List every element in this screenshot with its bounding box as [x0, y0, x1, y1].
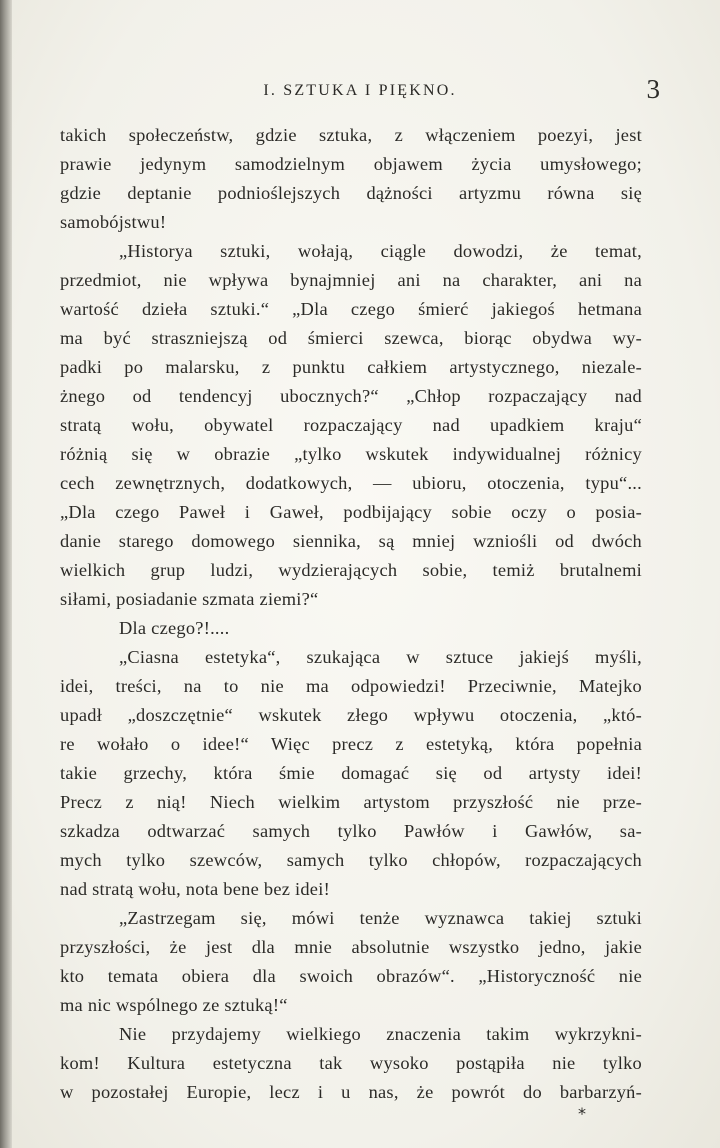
text-line: „Ciasna estetyka“, szukająca w sztuce jakiejś myśli, [119, 647, 642, 667]
text-line: „Dla czego Paweł i Gaweł, podbijający sobie oczy o posia- [60, 502, 642, 522]
text-line: takie grzechy, która śmie domagać się od artysty idei! [60, 763, 642, 783]
text-line: Nie przydajemy wielkiego znaczenia takim wykrzykni- [119, 1024, 642, 1044]
text-line: wielkich grup ludzi, wydzierających sobie, temiż brutalnemi [60, 560, 642, 580]
running-title: I. SZTUKA I PIĘKNO. [263, 82, 457, 99]
text-line: żnego od tendencyj ubocznych?“ „Chłop rozpaczający nad [60, 386, 642, 406]
binding-edge [0, 0, 12, 1148]
text-line: w pozostałej Europie, lecz i u nas, że powrót do barbarzyń- [60, 1082, 642, 1102]
text-line: takich społeczeństw, gdzie sztuka, z włączeniem poezyi, jest [60, 125, 642, 145]
text-line: danie starego domowego siennika, są mniej wzniośli od dwóch [60, 531, 642, 551]
page-header [60, 74, 660, 108]
text-line: re wołało o idee!“ Więc precz z estetyką, która popełnia [60, 734, 642, 754]
text-line: kto temata obiera dla swoich obrazów“. „Historyczność nie [60, 966, 642, 986]
text-line: „Zastrzegam się, mówi tenże wyznawca takiej sztuki [119, 908, 642, 928]
text-line: ma być straszniejszą od śmierci szewca, biorąc obydwa wy- [60, 328, 642, 348]
text-line: prawie jedynym samodzielnym objawem życia umysłowego; [60, 154, 642, 174]
text-line: padki po malarsku, z punktu całkiem artystycznego, niezale- [60, 357, 642, 377]
text-line: przedmiot, nie wpływa bynajmniej ani na charakter, ani na [60, 270, 642, 290]
body-text [60, 121, 642, 1107]
text-line: szkadza odtwarzać samych tylko Pawłów i Gawłów, sa- [60, 821, 642, 841]
text-line: ma nic wspólnego ze sztuką!“ [60, 995, 288, 1015]
text-line: różnią się w obrazie „tylko wskutek indywidualnej różnicy [60, 444, 642, 464]
text-line: siłami, posiadanie szmata ziemi?“ [60, 589, 319, 609]
text-line: nad stratą wołu, nota bene bez idei! [60, 879, 330, 899]
text-line: Dla czego?!.... [119, 618, 230, 638]
text-line: stratą wołu, obywatel rozpaczający nad upadkiem kraju“ [60, 415, 642, 435]
catchword: * [578, 1104, 586, 1123]
text-line: mych tylko szewców, samych tylko chłopów, rozpaczających [60, 850, 642, 870]
page-number: 3 [646, 74, 660, 104]
text-line: gdzie deptanie podnioślejszych dążności artyzmu równa się [60, 183, 642, 203]
text-line: upadł „doszczętnie“ wskutek złego wpływu otoczenia, „któ- [60, 705, 642, 725]
text-line: cech zewnętrznych, dodatkowych, — ubioru, otoczenia, typu“... [60, 473, 642, 493]
text-line: idei, treści, na to nie ma odpowiedzi! Przeciwnie, Matejko [60, 676, 642, 696]
text-line: Precz z nią! Niech wielkim artystom przyszłość nie prze- [60, 792, 642, 812]
text-line: przyszłości, że jest dla mnie absolutnie wszystko jedno, jakie [60, 937, 642, 957]
text-line: wartość dzieła sztuki.“ „Dla czego śmierć jakiegoś hetmana [60, 299, 642, 319]
text-line: samobójstwu! [60, 212, 167, 232]
text-line: „Historya sztuki, wołają, ciągle dowodzi, że temat, [119, 241, 642, 261]
text-line: kom! Kultura estetyczna tak wysoko postąpiła nie tylko [60, 1053, 642, 1073]
